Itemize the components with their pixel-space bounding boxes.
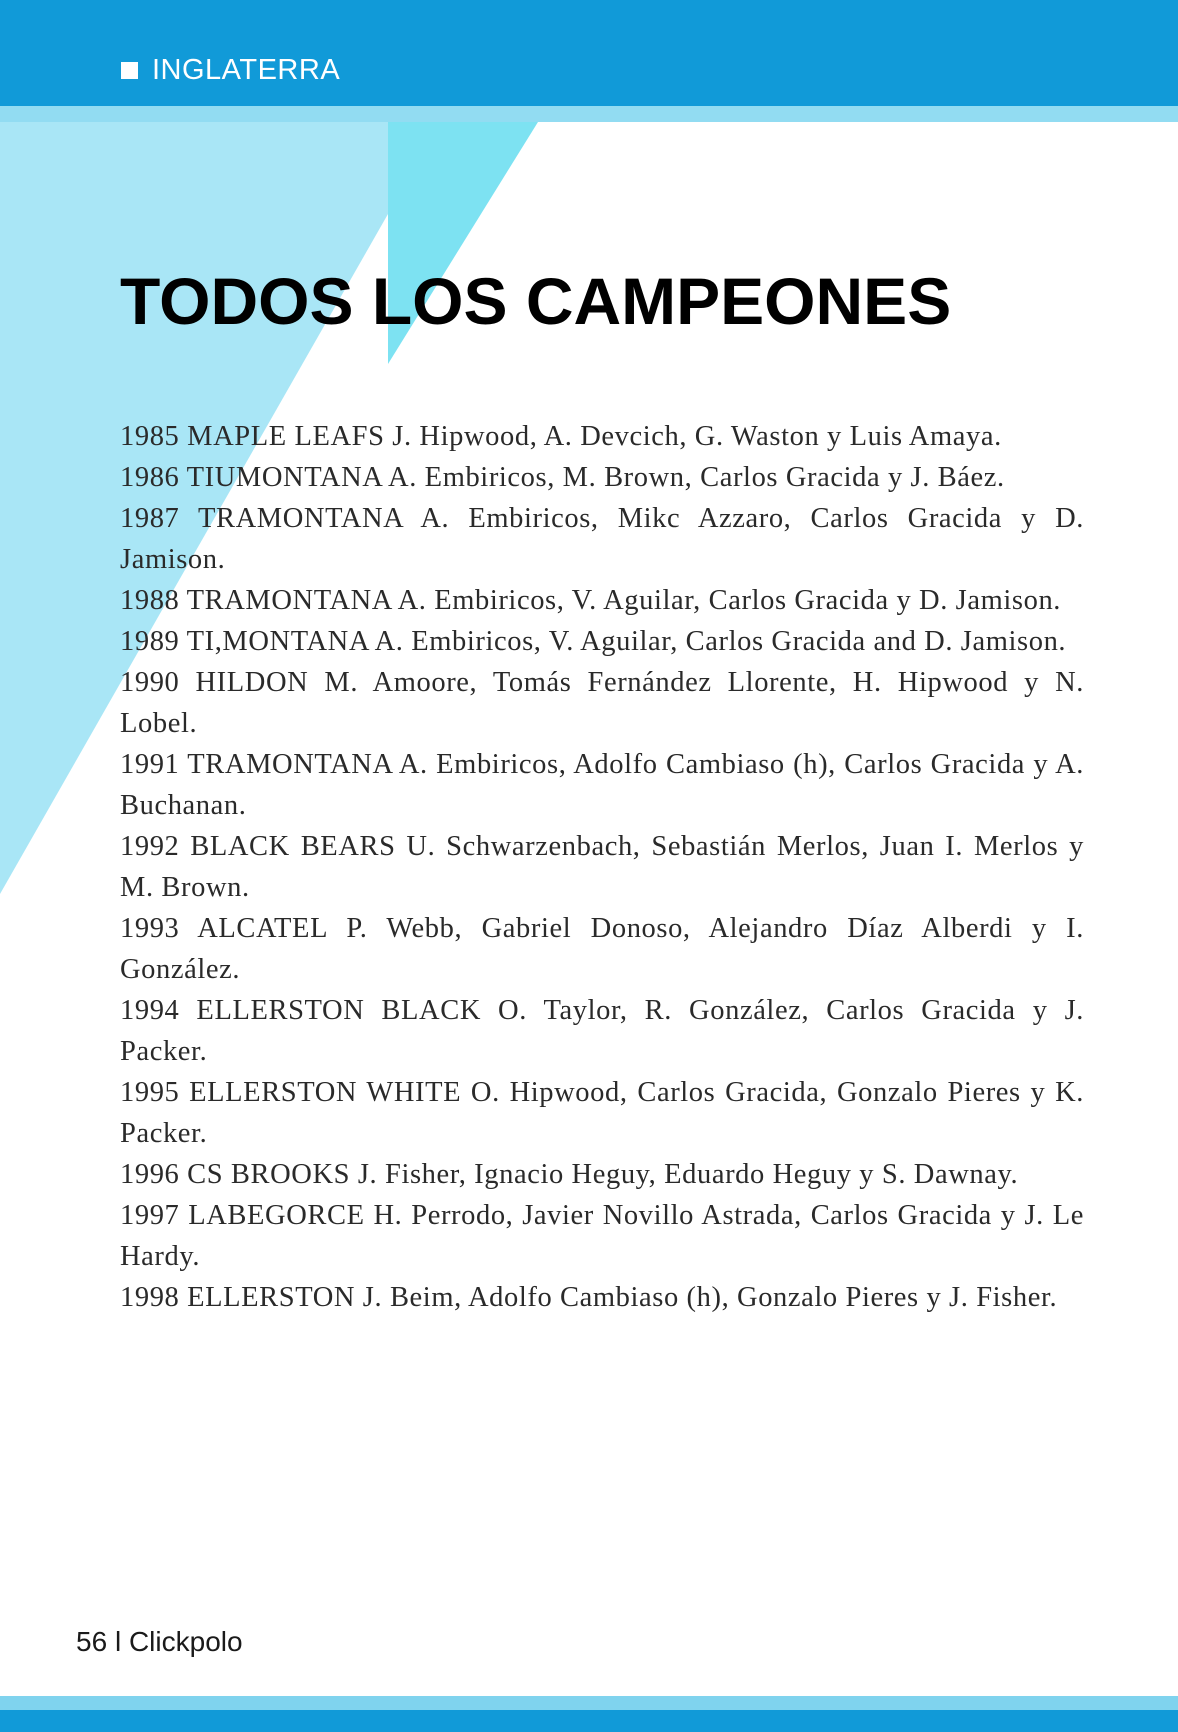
square-bullet-icon — [121, 62, 138, 79]
champion-entry: 1985 MAPLE LEAFS J. Hipwood, A. Devcich, G. Waston y Luis Amaya. — [120, 421, 1002, 452]
section-name: INGLATERRA — [152, 53, 341, 86]
champion-entry: 1986 TIUMONTANA A. Embiricos, M. Brown, Carlos Gracida y J. Báez. — [120, 462, 1005, 493]
champion-entry: 1993 ALCATEL P. Webb, Gabriel Donoso, Alejandro Díaz Alberdi y I. González. — [120, 913, 1084, 985]
page-footer — [76, 1626, 243, 1658]
champion-entry: 1991 TRAMONTANA A. Embiricos, Adolfo Cambiaso (h), Carlos Gracida y A. Buchanan. — [120, 749, 1084, 821]
champion-entry: 1990 HILDON M. Amoore, Tomás Fernández Llorente, H. Hipwood y N. Lobel. — [120, 667, 1084, 739]
champion-entry: 1994 ELLERSTON BLACK O. Taylor, R. González, Carlos Gracida y J. Packer. — [120, 995, 1084, 1067]
header-accent-stripe — [0, 106, 1178, 122]
footer-separator: l — [114, 1626, 122, 1657]
champion-entry: 1996 CS BROOKS J. Fisher, Ignacio Heguy, Eduardo Heguy y S. Dawnay. — [120, 1159, 1019, 1190]
champion-entry: 1995 ELLERSTON WHITE O. Hipwood, Carlos Gracida, Gonzalo Pieres y K. Packer. — [120, 1077, 1084, 1149]
header-bar — [0, 0, 1178, 106]
champion-entry: 1997 LABEGORCE H. Perrodo, Javier Novillo Astrada, Carlos Gracida y J. Le Hardy. — [120, 1200, 1084, 1272]
champion-entry: 1989 TI,MONTANA A. Embiricos, V. Aguilar, Carlos Gracida and D. Jamison. — [120, 626, 1067, 657]
section-label — [121, 52, 340, 88]
page-title: TODOS LOS CAMPEONES — [120, 264, 952, 338]
champions-list — [120, 416, 1084, 1318]
champion-entry: 1998 ELLERSTON J. Beim, Adolfo Cambiaso (h), Gonzalo Pieres y J. Fisher. — [120, 1282, 1058, 1313]
champion-entry: 1988 TRAMONTANA A. Embiricos, V. Aguilar, Carlos Gracida y D. Jamison. — [120, 585, 1062, 616]
page-number: 56 — [76, 1626, 108, 1657]
footer-accent-stripe — [0, 1696, 1178, 1710]
publication-name: Clickpolo — [128, 1626, 243, 1657]
champion-entry: 1992 BLACK BEARS U. Schwarzenbach, Sebastián Merlos, Juan I. Merlos y M. Brown. — [120, 831, 1084, 903]
champion-entry: 1987 TRAMONTANA A. Embiricos, Mikc Azzaro, Carlos Gracida y D. Jamison. — [120, 503, 1084, 575]
footer-bar — [0, 1710, 1178, 1732]
